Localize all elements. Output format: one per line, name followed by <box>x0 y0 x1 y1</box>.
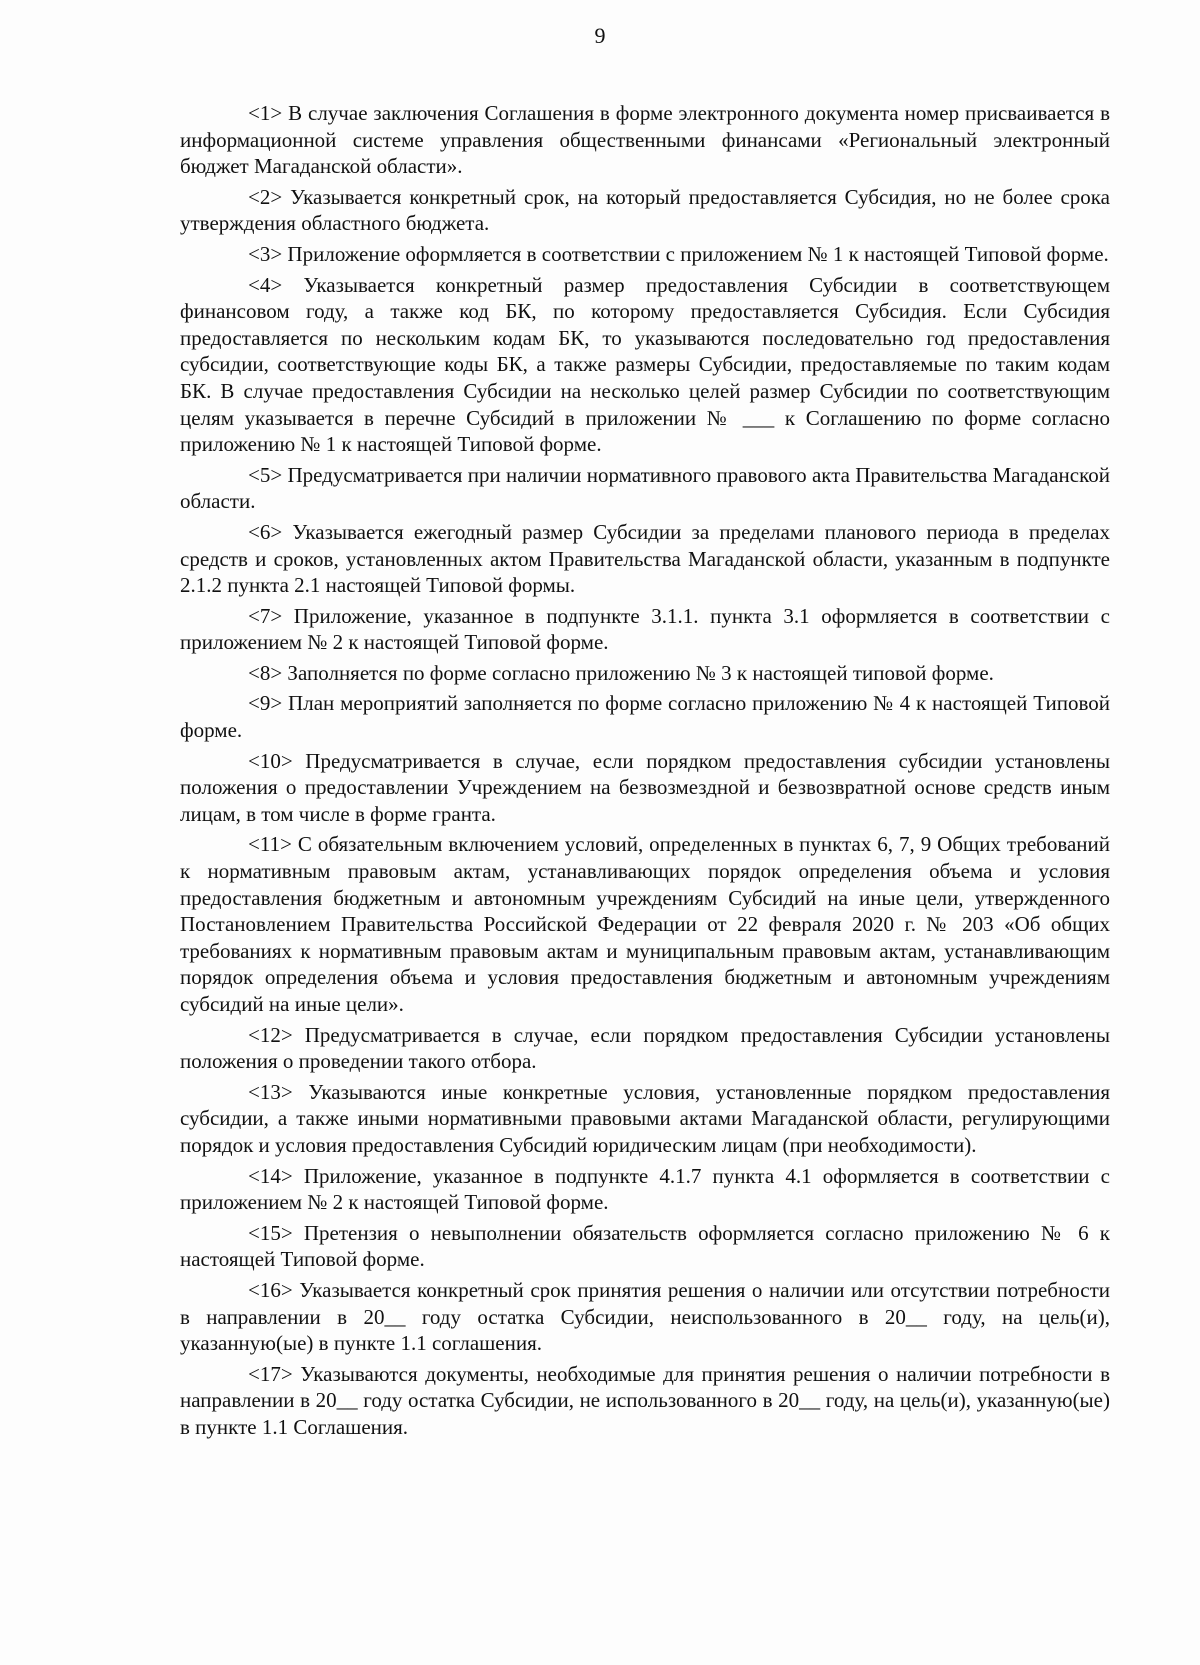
footnote-10: <10> Предусматривается в случае, если порядком предоставления субсидии установлены положения о предоставлении Учреждением на безвозмездной и безвозвратной основе средств иным лицам, в том числе в форме гранта. <box>180 748 1110 826</box>
footnotes-list <box>180 100 1110 1445</box>
footnote-4: <4> Указывается конкретный размер предоставления Субсидии в соответствующем финансовом году, а также код БК, по которому предоставляется Субсидия. Если Субсидия предоставляется по нескольким кодам БК, то указываются последовательно год предоставления субсидии, соответствующие коды БК, а также размеры Субсидии, предоставляемые по таким кодам БК. В случае предоставления Субсидии на несколько целей размер Субсидии по соответствующим целям указывается в перечне Субсидий в приложении № ___ к Соглашению по форме согласно приложению № 1 к настоящей Типовой форме. <box>180 272 1110 457</box>
footnote-1: <1> В случае заключения Соглашения в форме электронного документа номер присваивается в информационной системе управления общественными финансами «Региональный электронный бюджет Магаданской области». <box>180 101 1110 179</box>
footnote-6: <6> Указывается ежегодный размер Субсидии за пределами планового периода в пределах средств и сроков, установленных актом Правительства Магаданской области, указанным в подпункте 2.1.2 пункта 2.1 настоящей Типовой формы. <box>180 519 1110 598</box>
footnote-17: <17> Указываются документы, необходимые для принятия решения о наличии потребности в направлении в 20__ году остатка Субсидии, не использованного в 20__ году, на цель(и), указанную(ые) в пункте 1.1 Соглашения. <box>180 1361 1110 1439</box>
footnote-5: <5> Предусматривается при наличии нормативного правового акта Правительства Магаданской области. <box>180 462 1110 514</box>
footnote-13: <13> Указываются иные конкретные условия, установленные порядком предоставления субсидии, а также иными нормативными правовыми актами Магаданской области, регулирующими порядок и условия предоставления Субсидий юридическим лицам (при необходимости). <box>180 1079 1110 1157</box>
footnote-9: <9> План мероприятий заполняется по форме согласно приложению № 4 к настоящей Типовой форме. <box>180 691 1110 743</box>
footnote-3: <3> Приложение оформляется в соответствии с приложением № 1 к настоящей Типовой форме. <box>248 241 1109 266</box>
footnote-15: <15> Претензия о невыполнении обязательств оформляется согласно приложению № 6 к настоящей Типовой форме. <box>180 1220 1110 1272</box>
footnote-2: <2> Указывается конкретный срок, на который предоставляется Субсидия, но не более срока утверждения областного бюджета. <box>180 184 1110 236</box>
footnote-14: <14> Приложение, указанное в подпункте 4.1.7 пункта 4.1 оформляется в соответствии с приложением № 2 к настоящей Типовой форме. <box>180 1163 1110 1215</box>
footnote-12: <12> Предусматривается в случае, если порядком предоставления Субсидии установлены положения о проведении такого отбора. <box>180 1022 1110 1074</box>
footnote-8: <8> Заполняется по форме согласно приложению № 3 к настоящей типовой форме. <box>248 660 994 685</box>
footnote-7: <7> Приложение, указанное в подпункте 3.1.1. пункта 3.1 оформляется в соответствии с приложением № 2 к настоящей Типовой форме. <box>180 603 1110 655</box>
footnote-16: <16> Указывается конкретный срок принятия решения о наличии или отсутствии потребности в направлении в 20__ году остатка Субсидии, неиспользованного в 20__ году, на цель(и), указанную(ые) в пункте 1.1 соглашения. <box>180 1277 1110 1356</box>
page-number: 9 <box>594 23 606 48</box>
footnote-11: <11> С обязательным включением условий, определенных в пунктах 6, 7, 9 Общих требований к нормативным правовым актам, устанавливающих порядок определения объема и условия предоставления бюджетным и автономным учреждениям Субсидий на иные цели, утвержденного Постановлением Правительства Российской Федерации от 22 февраля 2020 г. № 203 «Об общих требованиях к нормативным правовым актам и муниципальным правовым актам, устанавливающим порядок определения объема и условия предоставления бюджетным и автономным учреждениям субсидий на иные цели». <box>180 832 1110 1016</box>
